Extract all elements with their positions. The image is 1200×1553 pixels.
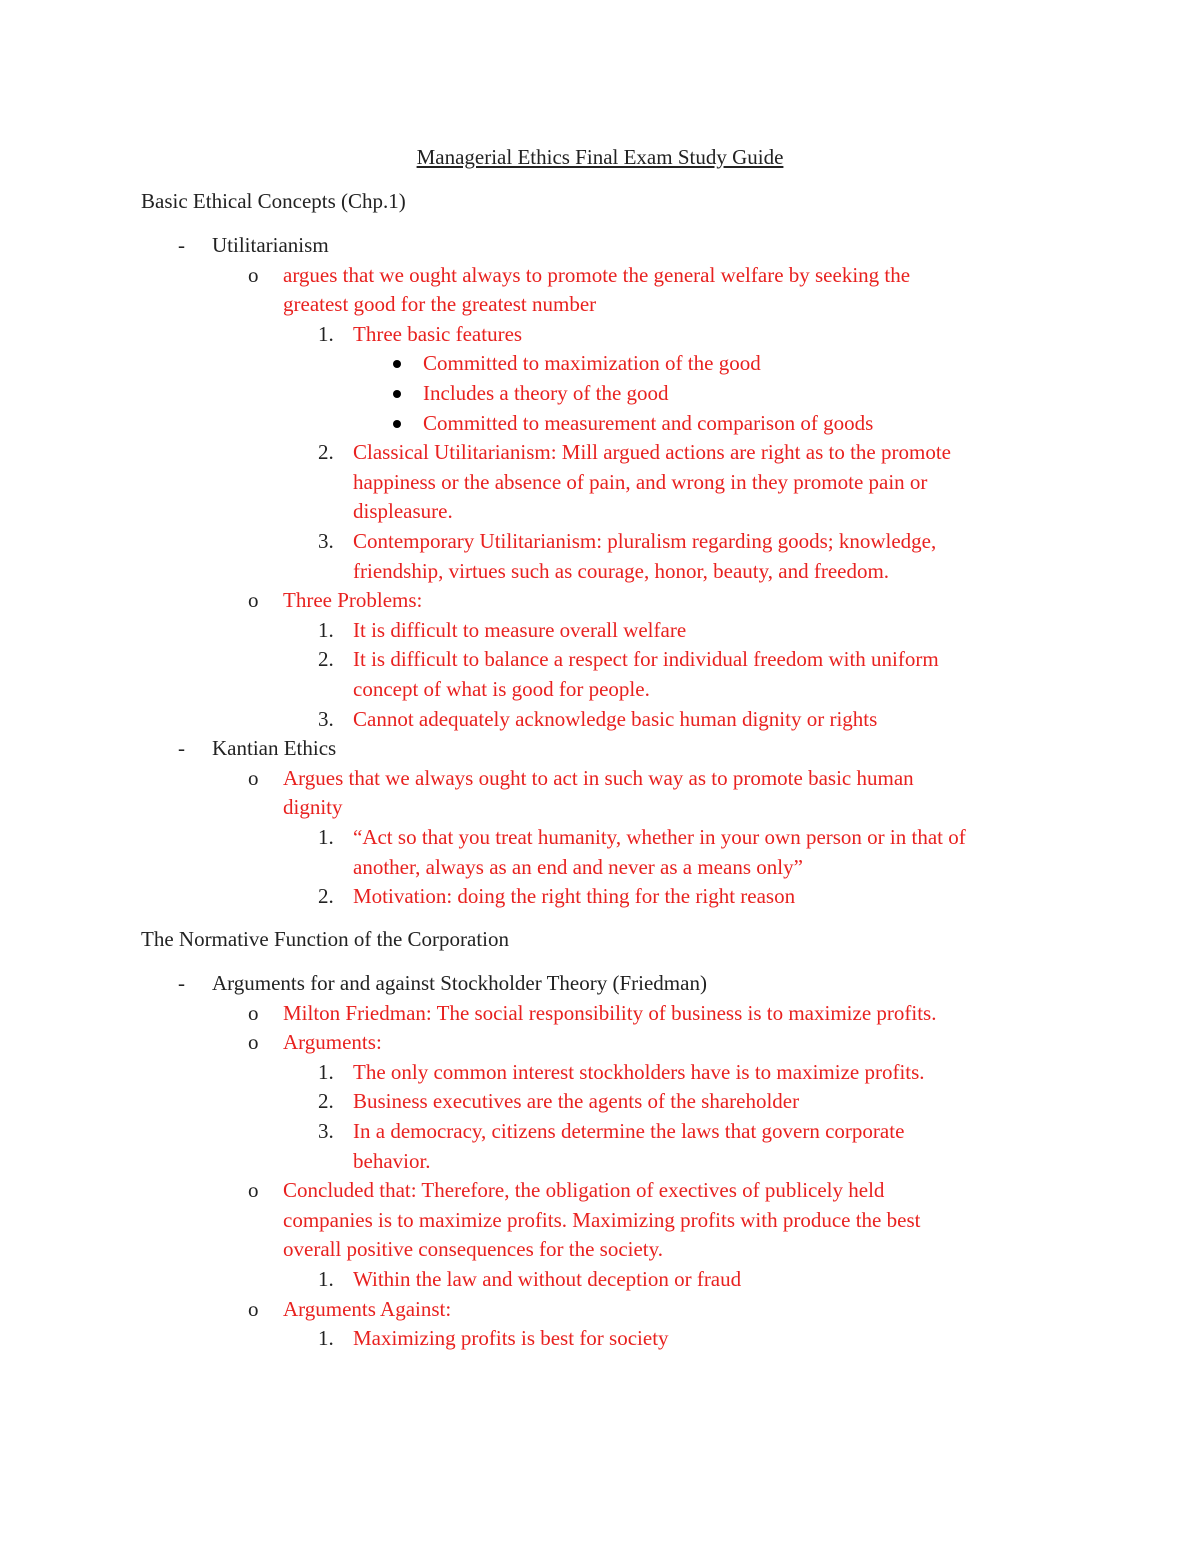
- list-number: 2.: [318, 884, 334, 909]
- numbered-item-line: It is difficult to balance a respect for individual freedom with uniform: [353, 647, 939, 672]
- list-number: 1.: [318, 617, 334, 642]
- bullet-dot-icon: [393, 360, 401, 368]
- bullet-text-line: Argues that we always ought to act in such way as to promote basic human: [283, 765, 914, 790]
- bullet-text-line: Arguments:: [283, 1030, 382, 1055]
- numbered-item-line: “Act so that you treat humanity, whether in your own person or in that of: [353, 825, 966, 849]
- numbered-item-line: happiness or the absence of pain, and wrong in they promote pain or: [353, 469, 928, 494]
- circle-bullet-marker: o: [248, 262, 259, 287]
- bullet-text-line: Concluded that: Therefore, the obligation of exectives of publicely held: [283, 1178, 885, 1203]
- numbered-item-line: The only common interest stockholders have is to maximize profits.: [353, 1059, 925, 1084]
- list-number: 2.: [318, 647, 334, 672]
- bullet-text-line: Arguments Against:: [283, 1296, 452, 1321]
- list-number: 3.: [318, 706, 334, 731]
- dash-marker: -: [178, 736, 185, 761]
- sub-bullet-text: Committed to maximization of the good: [423, 351, 761, 376]
- numbered-item-line: Business executives are the agents of the shareholder: [353, 1089, 800, 1114]
- bullet-text-line: dignity: [283, 795, 343, 820]
- numbered-item-line: concept of what is good for people.: [353, 677, 650, 701]
- sub-bullet-text: Committed to measurement and comparison of goods: [423, 410, 874, 435]
- circle-bullet-marker: o: [248, 1030, 259, 1055]
- section-heading: Basic Ethical Concepts (Chp.1): [141, 189, 406, 213]
- topic-heading: Kantian Ethics: [212, 736, 337, 761]
- list-number: 1.: [318, 1326, 334, 1351]
- numbered-item-line: behavior.: [353, 1148, 431, 1173]
- numbered-item-line: In a democracy, citizens determine the laws that govern corporate: [353, 1119, 905, 1143]
- bullet-dot-icon: [393, 390, 401, 398]
- bullet-dot-icon: [393, 420, 401, 428]
- list-number: 3.: [318, 529, 334, 553]
- list-number: 1.: [318, 321, 334, 346]
- circle-bullet-marker: o: [248, 1000, 259, 1025]
- bullet-text-line: overall positive consequences for the society.: [283, 1237, 664, 1262]
- numbered-item-line: Maximizing profits is best for society: [353, 1326, 669, 1351]
- list-number: 1.: [318, 825, 334, 849]
- numbered-item-line: Contemporary Utilitarianism: pluralism regarding goods; knowledge,: [353, 529, 937, 553]
- numbered-item-line: Motivation: doing the right thing for the right reason: [353, 884, 796, 909]
- bullet-text-line: Milton Friedman: The social responsibility of business is to maximize profits.: [283, 1000, 937, 1025]
- numbered-item-line: displeasure.: [353, 499, 453, 524]
- circle-bullet-marker: o: [248, 1296, 259, 1321]
- list-number: 2.: [318, 1089, 334, 1114]
- bullet-text-line: Three Problems:: [283, 588, 423, 613]
- topic-heading: Utilitarianism: [212, 233, 329, 257]
- list-number: 3.: [318, 1119, 334, 1143]
- bullet-text-line: greatest good for the greatest number: [283, 292, 597, 317]
- circle-bullet-marker: o: [248, 588, 259, 613]
- list-number: 2.: [318, 440, 334, 465]
- numbered-item-line: Classical Utilitarianism: Mill argued actions are right as to the promote: [353, 440, 951, 465]
- sub-bullet-text: Includes a theory of the good: [423, 381, 669, 405]
- section-heading: The Normative Function of the Corporation: [141, 927, 510, 951]
- numbered-item-line: friendship, virtues such as courage, honor, beauty, and freedom.: [353, 558, 890, 583]
- bullet-text-line: argues that we ought always to promote the general welfare by seeking the: [283, 262, 911, 287]
- numbered-item-line: Three basic features: [353, 321, 523, 346]
- list-number: 1.: [318, 1059, 334, 1084]
- bullet-text-line: companies is to maximize profits. Maximizing profits with produce the best: [283, 1207, 921, 1232]
- dash-marker: -: [178, 233, 185, 257]
- list-number: 1.: [318, 1267, 334, 1291]
- circle-bullet-marker: o: [248, 1178, 259, 1203]
- numbered-item-line: Within the law and without deception or fraud: [353, 1267, 742, 1291]
- circle-bullet-marker: o: [248, 765, 259, 790]
- topic-heading: Arguments for and against Stockholder Theory (Friedman): [212, 971, 707, 995]
- numbered-item-line: Cannot adequately acknowledge basic human dignity or rights: [353, 706, 878, 731]
- page-title: Managerial Ethics Final Exam Study Guide: [416, 145, 784, 169]
- numbered-item-line: It is difficult to measure overall welfare: [353, 617, 687, 642]
- numbered-item-line: another, always as an end and never as a means only”: [353, 854, 803, 879]
- dash-marker: -: [178, 971, 185, 995]
